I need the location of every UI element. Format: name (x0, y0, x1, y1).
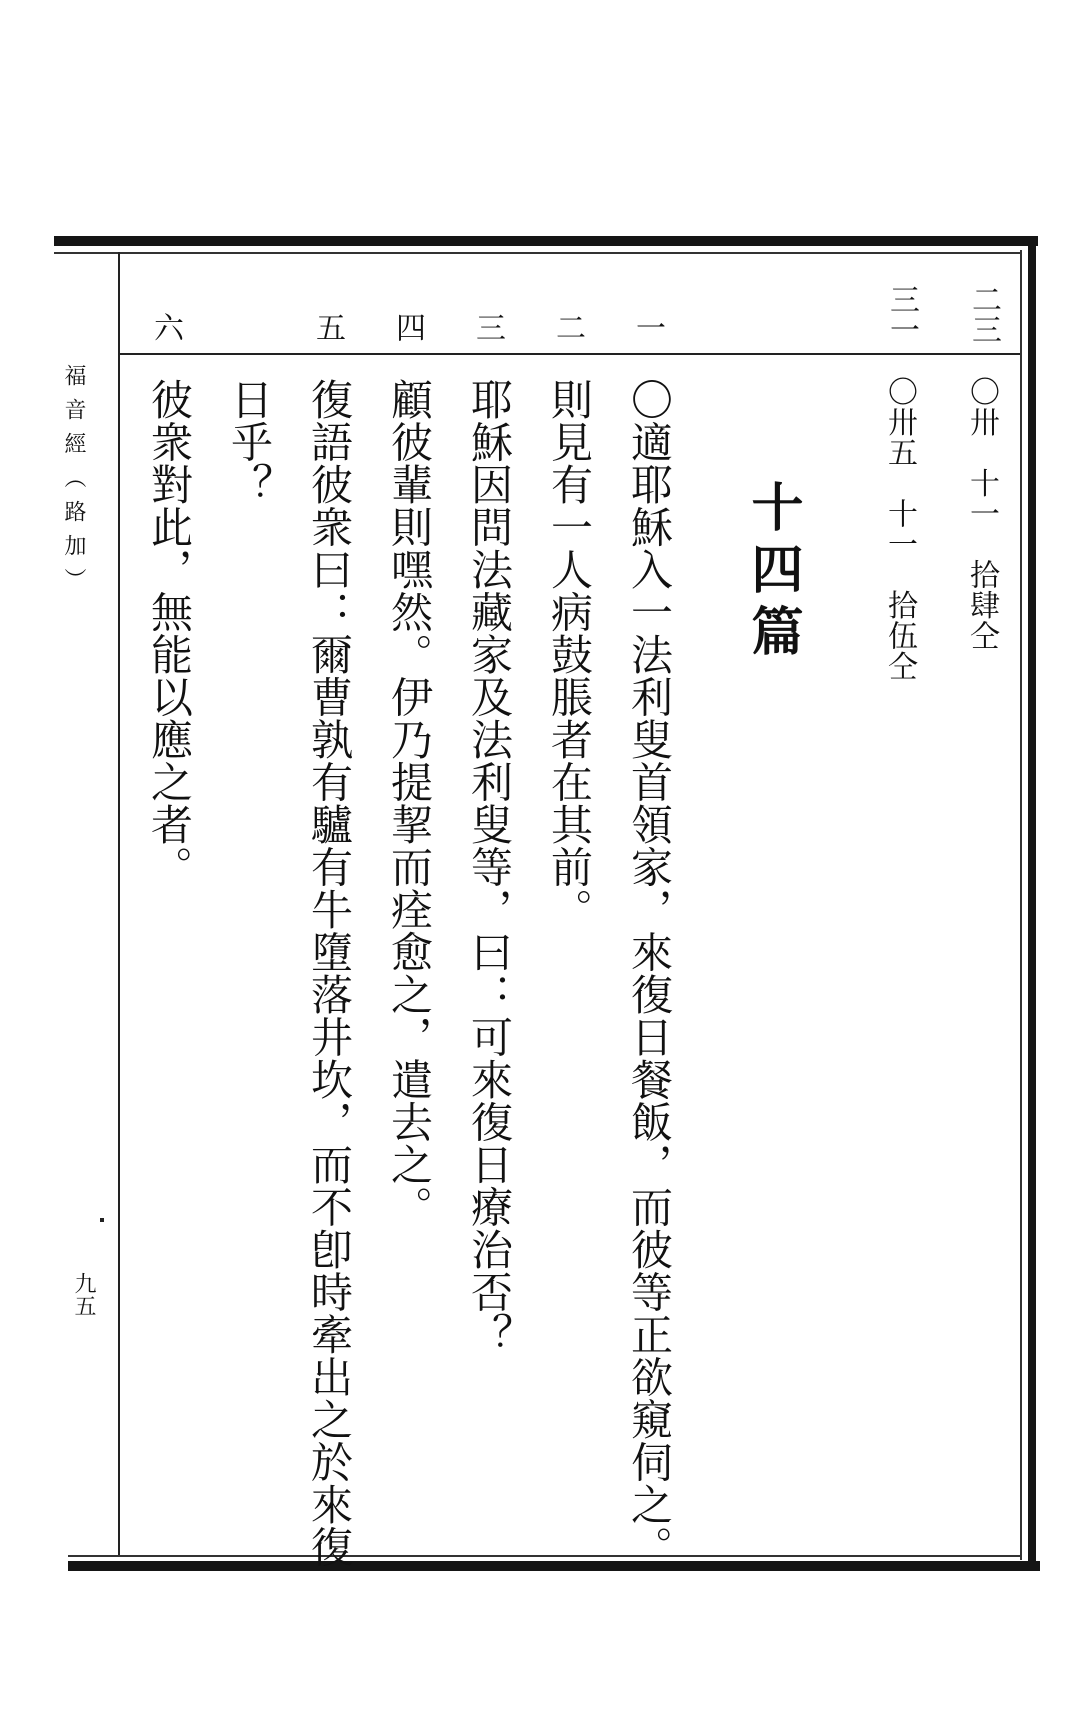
bottom-border (68, 1561, 1040, 1571)
bottom-inner-border (68, 1555, 1020, 1557)
right-border (1028, 236, 1036, 1571)
reference-text: 〇卅五 十一 拾伍仝 (882, 376, 917, 681)
reference-text: 〇卅 十一 拾肆仝 (964, 376, 999, 651)
reference-verse-number: 二三 (966, 284, 1001, 344)
top-inner-border (54, 252, 1020, 254)
verse-number: 四 (390, 312, 425, 342)
gutter-dot (100, 1218, 104, 1222)
gutter-divider (118, 252, 120, 1555)
verse-number: 二 (550, 312, 585, 342)
verse-text: 則見有一人病鼓脹者在其前。 (545, 378, 594, 931)
verse-text: 復語彼衆曰：爾曹孰有驢有牛墮落井坎，而不卽時牽出之於來復 (305, 378, 354, 1568)
top-border (54, 236, 1038, 246)
verse-number-divider (118, 353, 1020, 355)
verse-number: 六 (148, 312, 183, 342)
verse-text: 顧彼輩則嘿然。伊乃提挈而痊愈之，遣去之。 (385, 378, 434, 1228)
verse-number: 一 (630, 312, 665, 342)
book-title: 福音經（路加） (61, 364, 86, 602)
verse-text: 〇適耶穌入一法利叟首領家，來復日餐飯，而彼等正欲窺伺之。 (625, 378, 674, 1568)
verse-text-continuation: 日乎？ (225, 378, 274, 506)
right-inner-border (1020, 250, 1022, 1560)
page-number: 九五 (71, 1272, 96, 1317)
verse-number: 五 (310, 312, 345, 342)
reference-verse-number: 三一 (884, 284, 919, 344)
verse-number: 三 (470, 312, 505, 342)
chapter-title: 十四篇 (742, 480, 803, 666)
verse-text: 耶穌因問法藏家及法利叟等，曰：可來復日療治否？ (465, 378, 514, 1356)
verse-text: 彼衆對此，無能以應之者。 (145, 378, 194, 888)
